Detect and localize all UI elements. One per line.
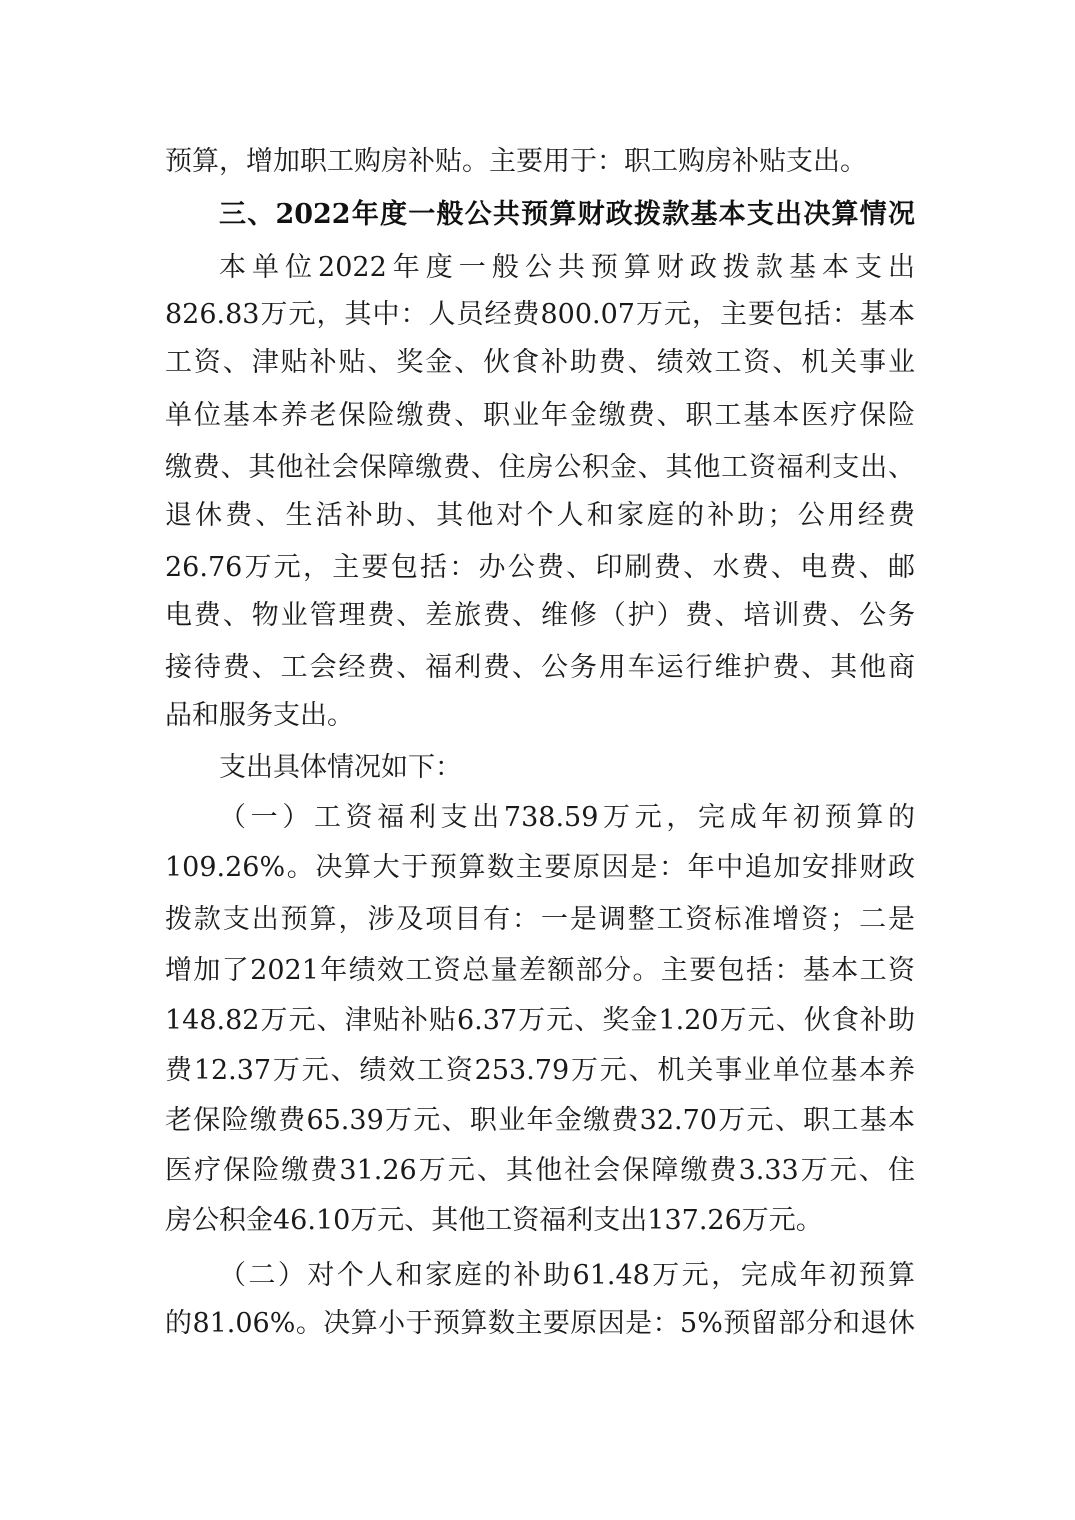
paragraph-line: 109.26%。决算大于预算数主要原因是：年中追加安排财政	[165, 852, 915, 883]
paragraph-line: 工资、津贴补贴、奖金、伙食补助费、绩效工资、机关事业	[165, 347, 915, 378]
paragraph-line: 增加了2021年绩效工资总量差额部分。主要包括：基本工资	[165, 955, 915, 986]
paragraph-line: 148.82万元、津贴补贴6.37万元、奖金1.20万元、伙食补助	[165, 1005, 915, 1036]
paragraph-line: 拨款支出预算，涉及项目有：一是调整工资标准增资；二是	[165, 904, 915, 935]
paragraph-line: 单位基本养老保险缴费、职业年金缴费、职工基本医疗保险	[165, 400, 915, 431]
paragraph-line: 房公积金46.10万元、其他工资福利支出137.26万元。	[165, 1205, 823, 1236]
paragraph-line: 预算，增加职工购房补贴。主要用于：职工购房补贴支出。	[165, 146, 867, 177]
paragraph-line: （二）对个人和家庭的补助61.48万元，完成年初预算	[219, 1260, 915, 1291]
paragraph-line: 缴费、其他社会保障缴费、住房公积金、其他工资福利支出、	[165, 452, 915, 483]
paragraph-line: 退休费、生活补助、其他对个人和家庭的补助；公用经费	[165, 500, 915, 531]
paragraph-line: 826.83万元，其中：人员经费800.07万元，主要包括：基本	[165, 299, 915, 330]
paragraph-line: 品和服务支出。	[165, 700, 354, 731]
paragraph-line: 本单位2022年度一般公共预算财政拨款基本支出	[219, 252, 915, 283]
paragraph-line: 电费、物业管理费、差旅费、维修（护）费、培训费、公务	[165, 600, 915, 631]
paragraph-line: （一）工资福利支出738.59万元，完成年初预算的	[219, 802, 915, 833]
paragraph-line: 支出具体情况如下：	[219, 752, 462, 783]
section-heading: 三、2022年度一般公共预算财政拨款基本支出决算情况	[219, 199, 915, 230]
paragraph-line: 接待费、工会经费、福利费、公务用车运行维护费、其他商	[165, 652, 915, 683]
paragraph-line: 26.76万元，主要包括：办公费、印刷费、水费、电费、邮	[165, 552, 915, 583]
paragraph-line: 老保险缴费65.39万元、职业年金缴费32.70万元、职工基本	[165, 1105, 915, 1136]
paragraph-line: 医疗保险缴费31.26万元、其他社会保障缴费3.33万元、住	[165, 1155, 915, 1186]
paragraph-line: 的81.06%。决算小于预算数主要原因是：5%预留部分和退休	[165, 1308, 915, 1339]
paragraph-line: 费12.37万元、绩效工资253.79万元、机关事业单位基本养	[165, 1055, 915, 1086]
